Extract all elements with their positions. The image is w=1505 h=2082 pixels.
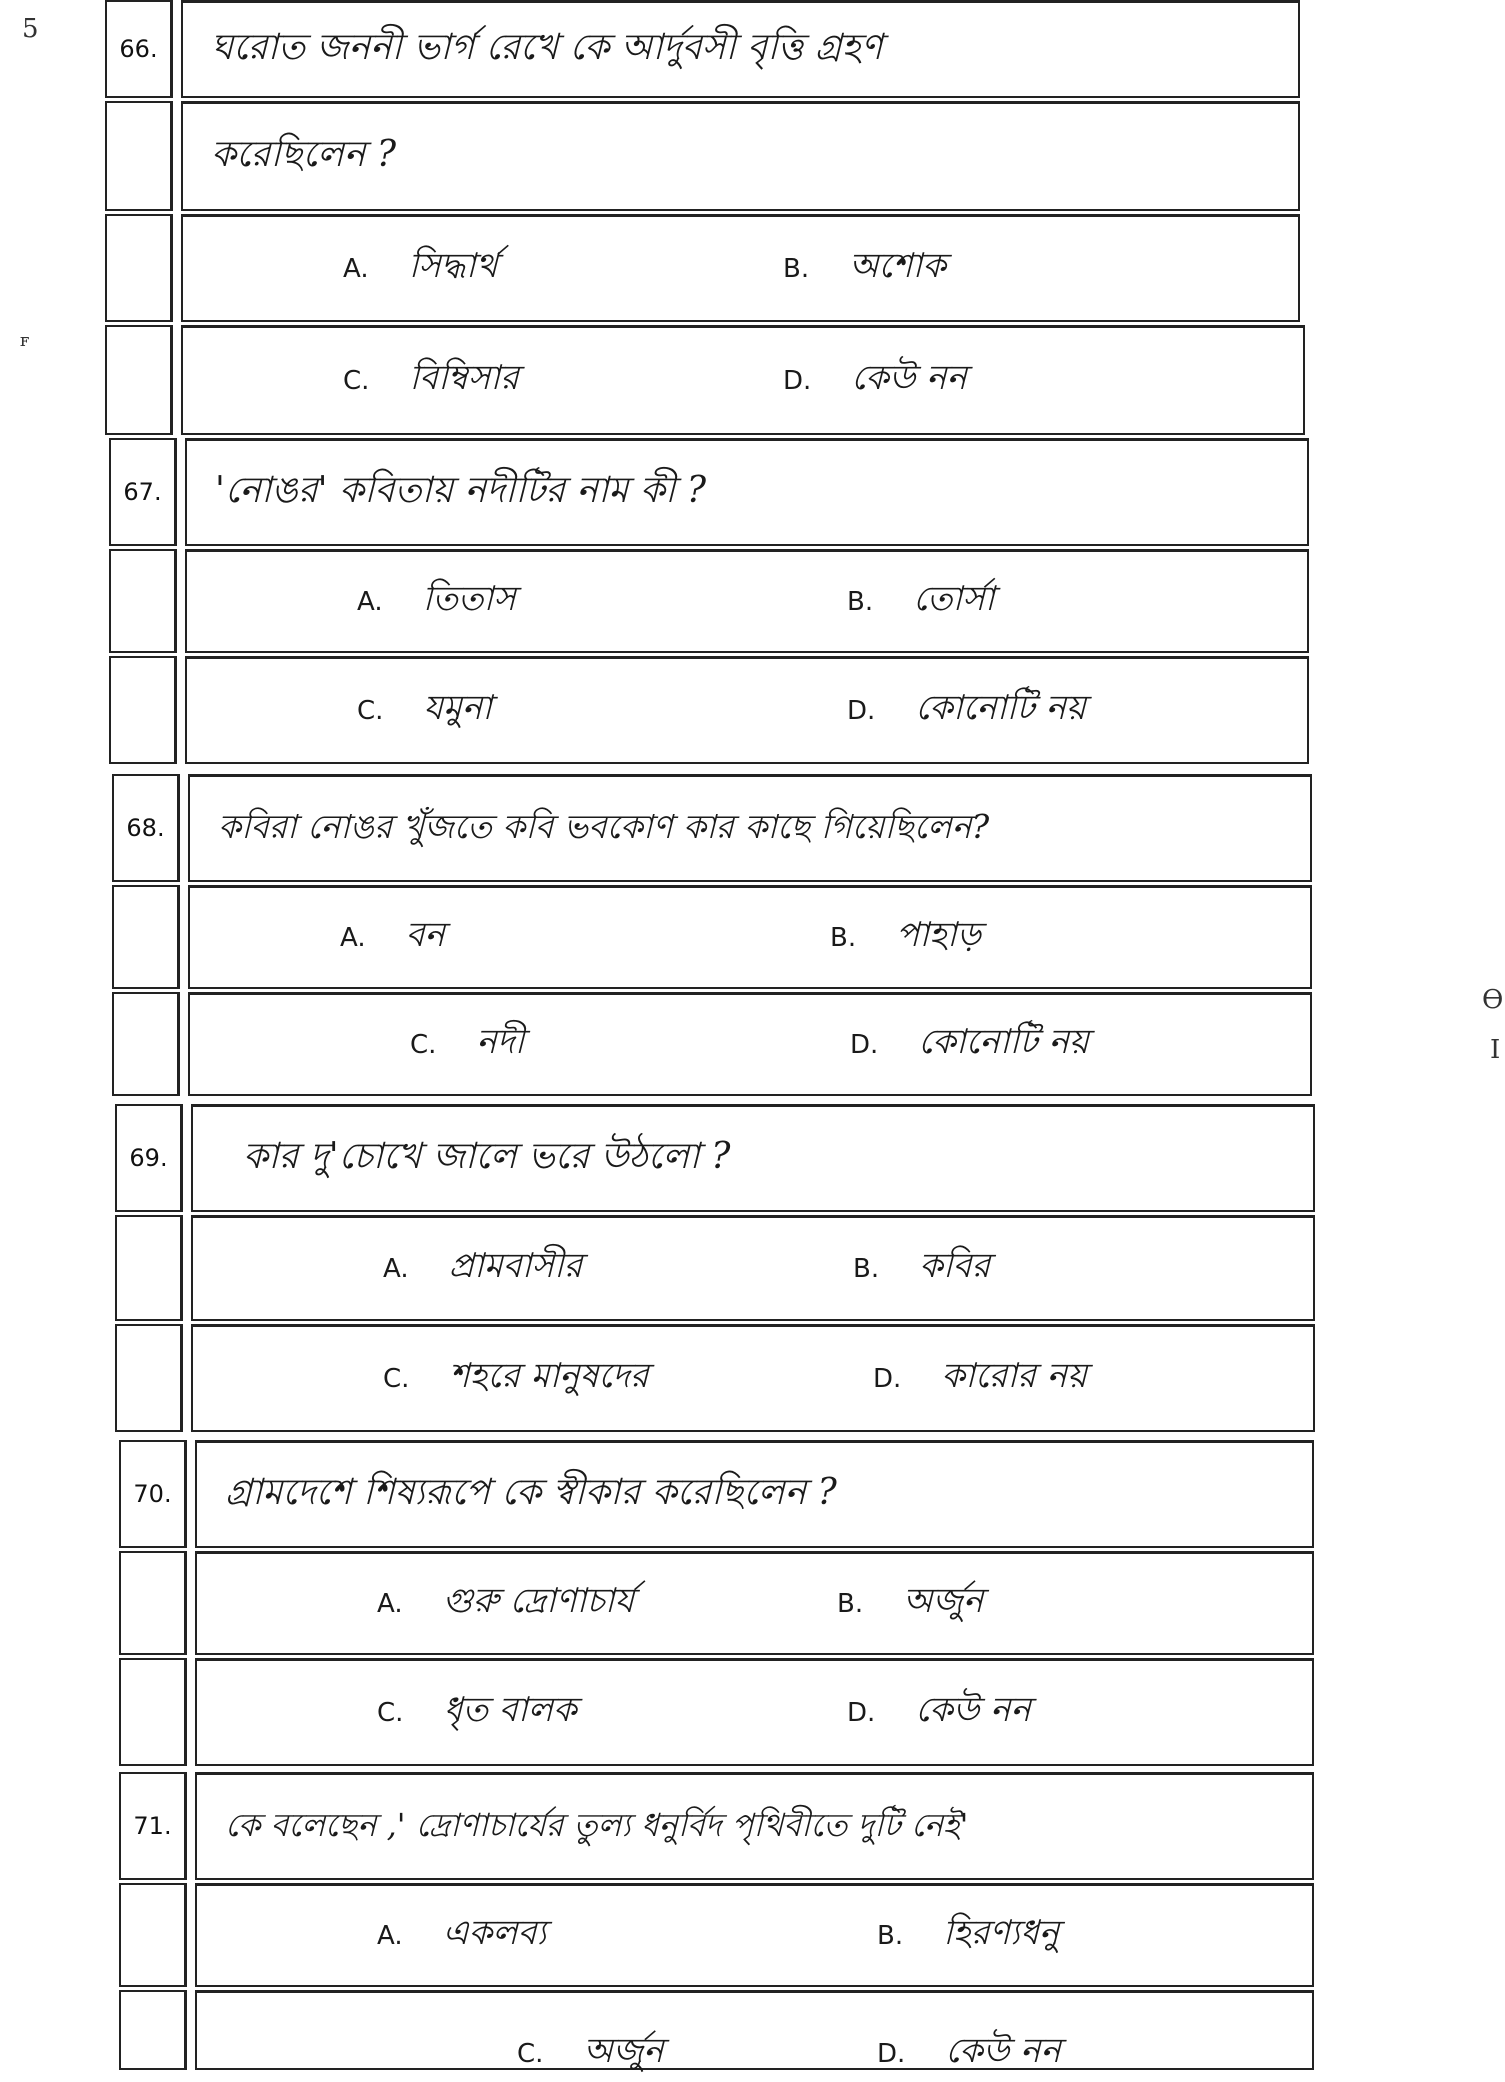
question-text: গ্রামদেশে শিষ্যরূপে কে স্বীকার করেছিলেন ? — [225, 1471, 837, 1513]
option-letter: B. — [830, 923, 857, 953]
question-row — [119, 1440, 1314, 1548]
question-number — [105, 101, 173, 211]
option-cell — [195, 1551, 1314, 1655]
option-text: কোনোটি নয় — [915, 688, 1086, 728]
option-row — [119, 1883, 1314, 1987]
option-letter: A. — [343, 254, 369, 284]
question-number — [112, 885, 180, 989]
option-c — [383, 1350, 649, 1407]
option-letter: A. — [377, 1921, 403, 1951]
option-letter: D. — [847, 696, 876, 726]
option-text: গুরু দ্রোণাচার্য — [442, 1581, 635, 1621]
option-text: শহরে মানুষদের — [449, 1356, 649, 1396]
option-cell — [195, 1883, 1314, 1987]
question-number — [112, 992, 180, 1096]
option-letter: C. — [410, 1030, 437, 1060]
option-c — [410, 1016, 524, 1073]
option-text: প্রামবাসীর — [448, 1246, 583, 1286]
question-number — [119, 1658, 187, 1766]
option-letter: A. — [340, 923, 366, 953]
question-sheet — [105, 0, 1310, 2071]
question-number — [109, 656, 177, 764]
question-text: কে বলেছেন ,' দ্রোণাচার্যের তুল্য ধনুর্বিদ পৃথিবীতে দুটি নেই' — [225, 1805, 969, 1844]
option-letter: D. — [847, 1698, 876, 1728]
question-text-cell — [181, 101, 1300, 211]
question-text-cell — [181, 0, 1300, 98]
option-text: বন — [405, 915, 445, 955]
option-b — [837, 1575, 983, 1632]
option-text: তোর্সা — [913, 579, 995, 619]
question-number — [119, 1990, 187, 2070]
option-d — [783, 352, 967, 409]
option-letter: B. — [853, 1254, 880, 1284]
margin-mark-stray: ꜰ — [20, 330, 30, 351]
option-c — [377, 1684, 577, 1741]
option-letter: C. — [377, 1698, 404, 1728]
option-text: অশোক — [849, 246, 946, 286]
option-b — [877, 1907, 1059, 1964]
option-row — [109, 656, 1309, 764]
question-number — [119, 1551, 187, 1655]
option-cell — [188, 992, 1312, 1096]
option-letter: A. — [357, 587, 383, 617]
question-text: করেছিলেন ? — [211, 133, 397, 175]
question-number — [109, 549, 177, 653]
option-row — [119, 1658, 1314, 1766]
option-d — [850, 1016, 1089, 1073]
option-text: কবির — [919, 1246, 991, 1286]
question-number — [105, 214, 173, 322]
option-cell — [181, 214, 1300, 322]
option-row — [115, 1324, 1315, 1432]
option-text: তিতাস — [422, 579, 516, 619]
option-text: বিম্বিসার — [409, 358, 519, 398]
option-a — [377, 1575, 634, 1632]
option-letter: B. — [847, 587, 874, 617]
option-a — [383, 1240, 582, 1297]
question-number — [115, 1215, 183, 1321]
option-cell — [195, 1990, 1314, 2070]
option-a — [377, 1907, 546, 1964]
margin-mark-right-2: I — [1490, 1035, 1501, 1065]
option-text: হিরণ্যধনু — [943, 1913, 1060, 1953]
option-c — [357, 682, 492, 739]
question-row — [119, 1772, 1314, 1880]
question-number — [105, 325, 173, 435]
option-letter: C. — [357, 696, 384, 726]
option-cell — [181, 325, 1305, 435]
option-letter: A. — [383, 1254, 409, 1284]
option-text: কোনোটি নয় — [918, 1022, 1089, 1062]
option-c — [343, 352, 519, 409]
option-letter: C. — [517, 2039, 544, 2069]
option-d — [873, 1350, 1087, 1407]
option-text: যমুনা — [423, 688, 493, 728]
question-continuation-row — [105, 101, 1300, 211]
question-row — [105, 0, 1300, 98]
option-text: অর্জুন — [903, 1581, 984, 1621]
question-text: কবিরা নোঙর খুঁজতে কবি ভবকোণ কার কাছে গিয়েছিলেন? — [218, 806, 990, 846]
question-text: ঘরোত জননী ভার্গ রেখে কে আর্দুবসী বৃত্তি গ্রহণ — [211, 26, 883, 68]
option-text: কেউ নন — [945, 2031, 1061, 2071]
option-cell — [185, 656, 1309, 764]
option-text: একলব্য — [442, 1913, 547, 1953]
option-text: সিদ্ধার্থ — [408, 246, 498, 286]
margin-mark-top-left: 5 — [22, 14, 39, 44]
question-text-cell — [191, 1104, 1315, 1212]
option-d — [847, 682, 1086, 739]
question-number: 67. — [109, 438, 177, 546]
option-text: ধৃত বালক — [443, 1690, 577, 1730]
question-text-cell — [188, 774, 1312, 882]
option-row — [105, 325, 1305, 435]
option-letter: A. — [377, 1589, 403, 1619]
option-cell — [191, 1215, 1315, 1321]
option-cell — [188, 885, 1312, 989]
option-b — [783, 240, 946, 297]
question-row — [109, 438, 1309, 546]
option-text: নদী — [476, 1022, 525, 1062]
option-d — [847, 1684, 1031, 1741]
option-letter: B. — [877, 1921, 904, 1951]
question-number: 70. — [119, 1440, 187, 1548]
question-text-cell — [195, 1772, 1314, 1880]
option-letter: D. — [877, 2039, 906, 2069]
option-text: অর্জুন — [583, 2031, 664, 2071]
option-row — [115, 1215, 1315, 1321]
question-number — [115, 1324, 183, 1432]
option-b — [847, 573, 995, 630]
option-row-partial — [119, 1990, 1314, 2070]
option-letter: D. — [850, 1030, 879, 1060]
question-row — [115, 1104, 1315, 1212]
option-cell — [195, 1658, 1314, 1766]
option-a — [340, 909, 445, 966]
question-text-cell — [185, 438, 1309, 546]
option-letter: B. — [837, 1589, 864, 1619]
option-b — [853, 1240, 990, 1297]
option-letter: C. — [343, 366, 370, 396]
option-letter: C. — [383, 1364, 410, 1394]
option-a — [343, 240, 498, 297]
option-row — [112, 885, 1312, 989]
option-letter: D. — [873, 1364, 902, 1394]
question-number: 71. — [119, 1772, 187, 1880]
question-text-cell — [195, 1440, 1314, 1548]
option-a — [357, 573, 516, 630]
option-row — [112, 992, 1312, 1096]
option-text: কেউ নন — [915, 1690, 1031, 1730]
question-row — [112, 774, 1312, 882]
question-number: 66. — [105, 0, 173, 98]
question-number: 69. — [115, 1104, 183, 1212]
option-cell — [191, 1324, 1315, 1432]
option-row — [105, 214, 1300, 322]
option-letter: B. — [783, 254, 810, 284]
option-letter: D. — [783, 366, 812, 396]
option-row — [119, 1551, 1314, 1655]
option-cell — [185, 549, 1309, 653]
question-number — [119, 1883, 187, 1987]
option-text: পাহাড় — [896, 915, 982, 955]
option-b — [830, 909, 981, 966]
option-text: কেউ নন — [851, 358, 967, 398]
margin-mark-right-1: ϴ — [1482, 985, 1504, 1015]
question-text: কার দু'চোখে জালে ভরে উঠলো ? — [243, 1135, 731, 1177]
option-text: কারোর নয় — [941, 1356, 1087, 1396]
question-number: 68. — [112, 774, 180, 882]
option-row — [109, 549, 1309, 653]
question-text: 'নোঙর' কবিতায় নদীটির নাম কী ? — [215, 469, 707, 511]
